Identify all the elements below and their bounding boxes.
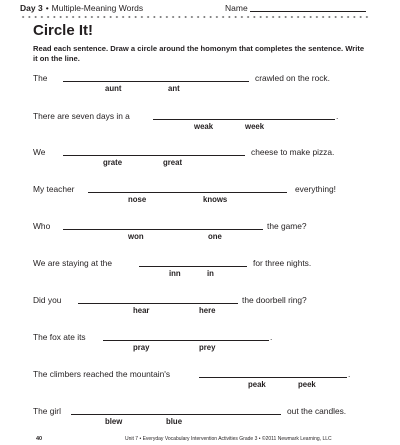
sentence-after: everything! — [295, 184, 336, 194]
option-word[interactable]: knows — [203, 195, 228, 204]
sentence-item — [33, 332, 373, 358]
option-word[interactable]: here — [199, 306, 216, 315]
sentence-item — [33, 221, 373, 247]
sentence-after: the doorbell ring? — [242, 295, 307, 305]
option-word[interactable]: hear — [133, 306, 150, 315]
page-title: Circle It! — [33, 22, 94, 39]
option-word[interactable]: weak — [194, 122, 214, 131]
sentence-item — [33, 258, 373, 284]
sentence-item — [33, 406, 373, 432]
sentence-after: crawled on the rock. — [255, 73, 330, 83]
option-word[interactable]: blue — [166, 417, 183, 426]
option-word[interactable]: great — [163, 158, 183, 167]
name-line[interactable] — [250, 11, 366, 12]
sentence-before: My teacher — [33, 184, 75, 194]
answer-line[interactable] — [103, 340, 269, 341]
sentence-before: The climbers reached the mountain's — [33, 369, 171, 379]
answer-line[interactable] — [63, 229, 263, 230]
sentence-item — [33, 184, 373, 210]
sentence-after: . — [348, 369, 351, 379]
sentence-item — [33, 295, 373, 321]
day-label: Day 3 — [20, 3, 43, 13]
option-word[interactable]: peek — [298, 380, 316, 389]
sentence-before: The — [33, 73, 48, 83]
sentence-item — [33, 111, 373, 137]
option-word[interactable]: pray — [133, 343, 150, 352]
sentence-after: . — [270, 332, 273, 342]
page-number: 40 — [36, 436, 43, 442]
answer-line[interactable] — [88, 192, 287, 193]
sentence-before: Did you — [33, 295, 62, 305]
page-footer — [0, 434, 400, 444]
option-word[interactable]: aunt — [105, 84, 122, 93]
option-word[interactable]: prey — [199, 343, 216, 352]
option-word[interactable]: ant — [168, 84, 180, 93]
sentence-item — [33, 369, 373, 395]
footer-credit: Unit 7 • Everyday Vocabulary Intervention Activities Grade 3 • ©2011 Newmark Learning, LLC — [125, 436, 332, 442]
sentence-before: We — [33, 147, 46, 157]
answer-line[interactable] — [78, 303, 238, 304]
sentence-after: for three nights. — [253, 258, 312, 268]
option-word[interactable]: nose — [128, 195, 147, 204]
sentence-after: the game? — [267, 221, 307, 231]
name-label: Name — [225, 3, 248, 13]
sentence-item — [33, 147, 373, 173]
sentence-after: out the candles. — [287, 406, 347, 416]
sentence-after: cheese to make pizza. — [251, 147, 335, 157]
option-word[interactable]: week — [245, 122, 265, 131]
option-word[interactable]: in — [207, 269, 214, 278]
page-header — [20, 2, 366, 14]
answer-line[interactable] — [139, 266, 247, 267]
option-word[interactable]: grate — [103, 158, 123, 167]
option-word[interactable]: peak — [248, 380, 266, 389]
topic-label: Multiple-Meaning Words — [51, 3, 144, 13]
option-word[interactable]: inn — [169, 269, 181, 278]
sentence-item — [33, 73, 373, 99]
sentence-before: The girl — [33, 406, 61, 416]
answer-line[interactable] — [153, 119, 335, 120]
answer-line[interactable] — [199, 377, 347, 378]
option-word[interactable]: won — [128, 232, 144, 241]
dotted-divider — [20, 15, 370, 19]
option-word[interactable]: blew — [105, 417, 123, 426]
option-word[interactable]: one — [208, 232, 222, 241]
sentence-after: . — [336, 111, 339, 121]
answer-line[interactable] — [63, 155, 245, 156]
answer-line[interactable] — [63, 81, 249, 82]
sentence-before: There are seven days in a — [33, 111, 130, 121]
sentence-before: The fox ate its — [33, 332, 86, 342]
sentence-before: We are staying at the — [33, 258, 112, 268]
sentence-before: Who — [33, 221, 51, 231]
directions: Read each sentence. Draw a circle around the homonym that completes the sentence. Write it on the line. — [33, 44, 365, 63]
header-separator: • — [45, 3, 49, 13]
answer-line[interactable] — [71, 414, 281, 415]
